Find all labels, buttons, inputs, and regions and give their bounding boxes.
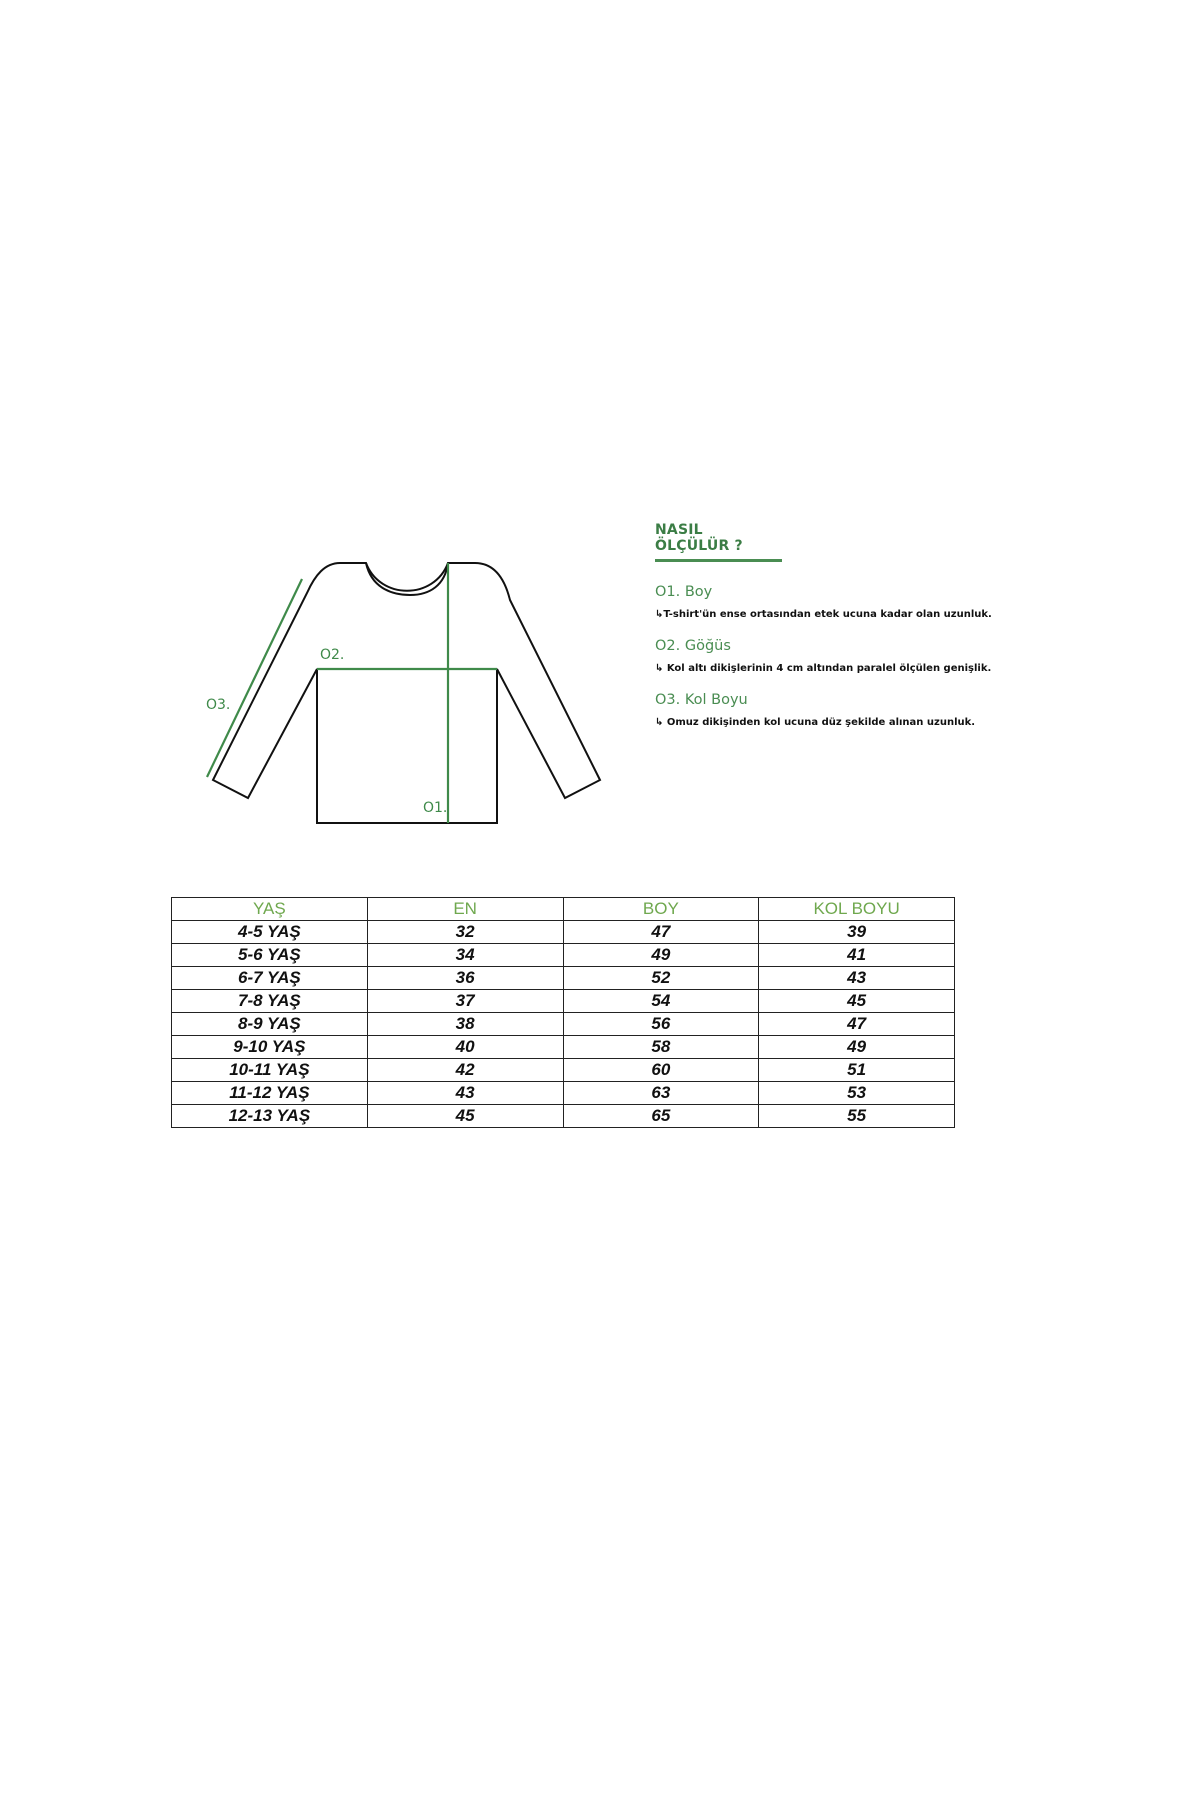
table-cell: 55: [759, 1105, 955, 1128]
table-cell: 49: [759, 1036, 955, 1059]
size-table: [171, 897, 955, 1128]
table-cell: 5-6 YAŞ: [172, 944, 368, 967]
guide-heading-length: O1. Boy: [655, 584, 713, 600]
table-cell: 38: [367, 1013, 563, 1036]
table-row: [172, 1036, 955, 1059]
guide-heading-sleeve: O3. Kol Boyu: [655, 692, 748, 708]
table-cell: 45: [367, 1105, 563, 1128]
table-cell: 53: [759, 1082, 955, 1105]
table-cell: 43: [759, 967, 955, 990]
table-cell: 47: [759, 1013, 955, 1036]
table-cell: 58: [563, 1036, 759, 1059]
table-cell: 8-9 YAŞ: [172, 1013, 368, 1036]
table-cell: 39: [759, 921, 955, 944]
label-o3: O3.: [206, 697, 231, 713]
table-row: [172, 1105, 955, 1128]
table-row: [172, 921, 955, 944]
table-cell: 36: [367, 967, 563, 990]
table-row: [172, 944, 955, 967]
table-row: [172, 1013, 955, 1036]
guide-heading-chest: O2. Göğüs: [655, 638, 731, 654]
table-cell: 11-12 YAŞ: [172, 1082, 368, 1105]
shirt-outline: [213, 563, 600, 823]
header-sleeve: KOL BOYU: [759, 898, 955, 921]
table-cell: 40: [367, 1036, 563, 1059]
table-cell: 45: [759, 990, 955, 1013]
table-cell: 10-11 YAŞ: [172, 1059, 368, 1082]
table-cell: 65: [563, 1105, 759, 1128]
table-header-row: [172, 898, 955, 921]
table-cell: 49: [563, 944, 759, 967]
table-cell: 9-10 YAŞ: [172, 1036, 368, 1059]
table-cell: 37: [367, 990, 563, 1013]
guide-desc-sleeve: ↳ Omuz dikişinden kol ucuna düz şekilde alınan uzunluk.: [655, 717, 976, 728]
table-cell: 41: [759, 944, 955, 967]
header-age: YAŞ: [172, 898, 368, 921]
sleeve-line: [207, 579, 302, 777]
table-cell: 63: [563, 1082, 759, 1105]
guide-title: NASIL ÖLÇÜLÜR ?: [655, 522, 782, 562]
table-cell: 7-8 YAŞ: [172, 990, 368, 1013]
table-cell: 47: [563, 921, 759, 944]
table-cell: 60: [563, 1059, 759, 1082]
table-cell: 12-13 YAŞ: [172, 1105, 368, 1128]
table-row: [172, 990, 955, 1013]
label-o2: O2.: [320, 647, 345, 663]
header-length: BOY: [563, 898, 759, 921]
table-cell: 4-5 YAŞ: [172, 921, 368, 944]
table-cell: 54: [563, 990, 759, 1013]
table-cell: 51: [759, 1059, 955, 1082]
table-cell: 34: [367, 944, 563, 967]
guide-desc-chest: ↳ Kol altı dikişlerinin 4 cm altından paralel ölçülen genişlik.: [655, 663, 992, 674]
table-cell: 42: [367, 1059, 563, 1082]
table-cell: 43: [367, 1082, 563, 1105]
table-cell: 32: [367, 921, 563, 944]
measurement-guide: [655, 522, 992, 728]
header-width: EN: [367, 898, 563, 921]
guide-desc-length: ↳T-shirt'ün ense ortasından etek ucuna kadar olan uzunluk.: [655, 609, 992, 620]
table-cell: 56: [563, 1013, 759, 1036]
label-o1: O1.: [423, 800, 448, 816]
table-row: [172, 1082, 955, 1105]
table-row: [172, 1059, 955, 1082]
table-row: [172, 967, 955, 990]
table-cell: 6-7 YAŞ: [172, 967, 368, 990]
table-cell: 52: [563, 967, 759, 990]
